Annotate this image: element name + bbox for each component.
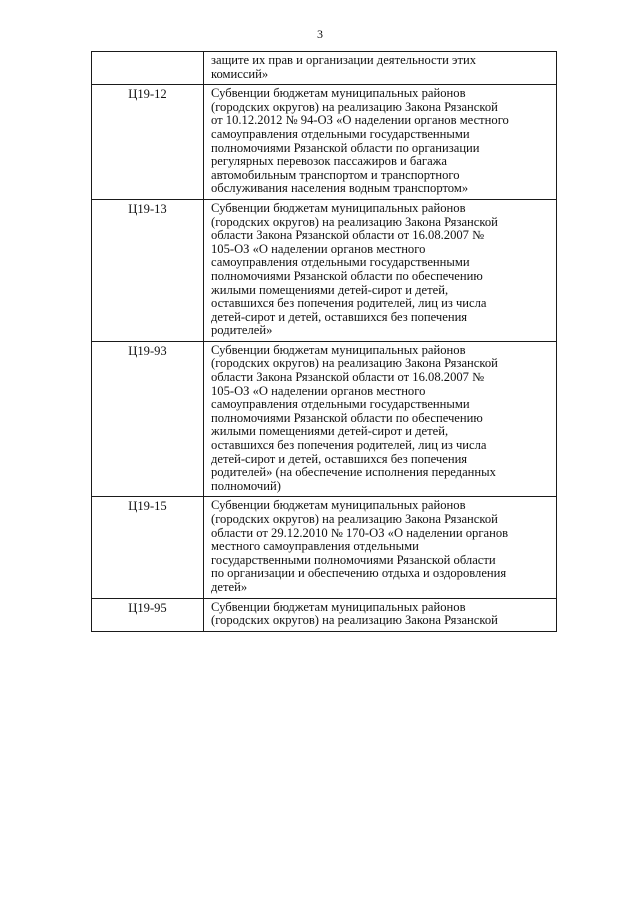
description-line: Субвенции бюджетам муниципальных районов: [211, 342, 466, 357]
description-line: детей»: [211, 579, 248, 594]
description-line: от 10.12.2012 № 94-ОЗ «О наделении органов местного: [211, 113, 509, 128]
description-line: полномочиями Рязанской области по организации: [211, 140, 480, 155]
description-line: 105-ОЗ «О наделении органов местного: [211, 383, 426, 398]
row-description: [204, 497, 557, 598]
description-line: 105-ОЗ «О наделении органов местного: [211, 241, 426, 256]
description-line: (городских округов) на реализацию Закона Рязанской: [211, 214, 498, 229]
description-line: родителей»: [211, 323, 273, 338]
subvention-table: [91, 51, 557, 632]
description-line: детей-сирот и детей, оставшихся без попечения: [211, 451, 468, 466]
description-line: Субвенции бюджетам муниципальных районов: [211, 498, 466, 513]
description-line: оставшихся без попечения родителей, лиц из числа: [211, 438, 487, 453]
table-row: [92, 598, 557, 631]
row-code: Ц19-12: [92, 85, 204, 200]
description-line: самоуправления отдельными государственными: [211, 397, 470, 412]
table-row: [92, 341, 557, 497]
table-row: [92, 85, 557, 200]
description-line: по организации и обеспечению отдыха и оздоровления: [211, 566, 507, 581]
description-line: области от 29.12.2010 № 170-ОЗ «О наделении органов: [211, 525, 509, 540]
row-description: [204, 341, 557, 497]
row-code: Ц19-93: [92, 341, 204, 497]
description-line: области Закона Рязанской области от 16.08.2007 №: [211, 370, 485, 385]
description-line: (городских округов) на реализацию Закона Рязанской: [211, 512, 498, 526]
description-line: полномочиями Рязанской области по обеспечению: [211, 410, 483, 425]
description-line: Субвенции бюджетам муниципальных районов: [211, 200, 466, 215]
row-code: Ц19-15: [92, 497, 204, 598]
table-row: [92, 52, 557, 85]
table-row: [92, 497, 557, 598]
description-line: обслуживания населения водным транспортом»: [211, 181, 469, 196]
description-line: комиссий»: [211, 66, 269, 81]
row-description: [204, 85, 557, 200]
description-line: местного самоуправления отдельными: [211, 539, 419, 554]
description-line: автомобильным транспортом и транспортного: [211, 167, 460, 182]
description-line: детей-сирот и детей, оставшихся без попечения: [211, 309, 468, 324]
description-line: защите их прав и организации деятельности этих: [211, 53, 476, 67]
description-line: жилыми помещениями детей-сирот и детей,: [211, 424, 449, 439]
description-line: государственными полномочиями Рязанской области: [211, 552, 496, 567]
description-line: родителей» (на обеспечение исполнения переданных: [211, 465, 496, 480]
description-line: самоуправления отдельными государственными: [211, 255, 470, 270]
page-number: 3: [317, 27, 323, 41]
row-description: [204, 199, 557, 341]
description-line: Субвенции бюджетам муниципальных районов: [211, 599, 466, 614]
table-row: [92, 199, 557, 341]
description-line: полномочий): [211, 478, 281, 493]
description-line: оставшихся без попечения родителей, лиц из числа: [211, 296, 487, 311]
description-line: регулярных перевозок пассажиров и багажа: [211, 154, 447, 169]
row-code: Ц19-13: [92, 199, 204, 341]
description-line: полномочиями Рязанской области по обеспечению: [211, 268, 483, 283]
description-line: самоуправления отдельными государственными: [211, 126, 470, 141]
row-description: [204, 52, 557, 85]
description-line: области Закона Рязанской области от 16.08.2007 №: [211, 228, 485, 243]
row-code: [92, 52, 204, 85]
description-line: Субвенции бюджетам муниципальных районов: [211, 86, 466, 101]
description-line: (городских округов) на реализацию Закона Рязанской: [211, 613, 498, 628]
row-code: Ц19-95: [92, 598, 204, 631]
row-description: [204, 598, 557, 631]
description-line: (городских округов) на реализацию Закона Рязанской: [211, 356, 498, 371]
description-line: жилыми помещениями детей-сирот и детей,: [211, 282, 449, 297]
description-line: (городских округов) на реализацию Закона Рязанской: [211, 99, 498, 114]
